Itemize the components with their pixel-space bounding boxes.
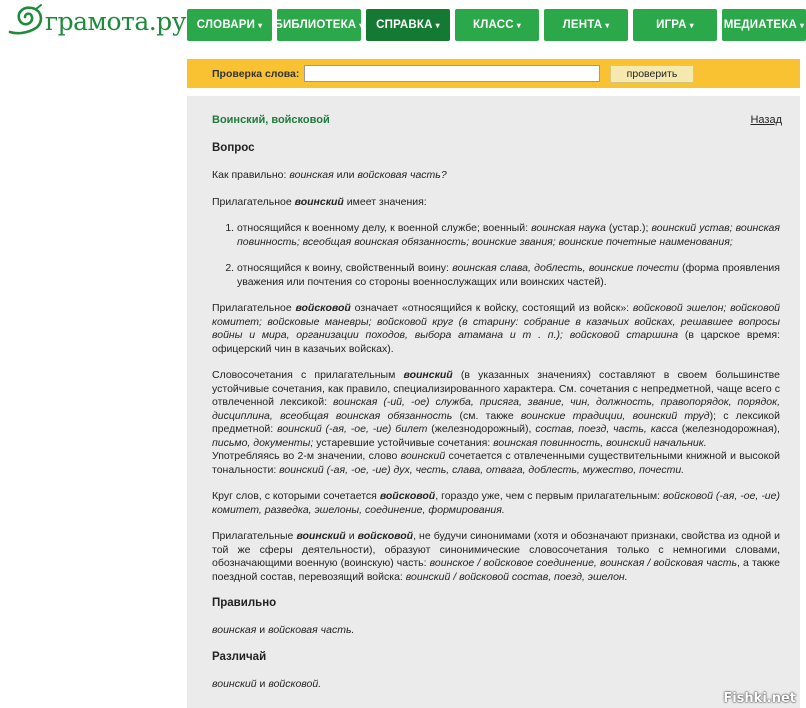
nav-item-label: МЕДИАТЕКА	[723, 19, 798, 31]
nav-item-label: ИГРА	[656, 19, 687, 31]
list-item: 2. относящийся к воину, свойственный воину: воинская слава, доблесть, воинские почести (форма проявления уважения или почтения со стороны военнослужащих или воинских частей).	[237, 262, 780, 289]
chevron-down-icon: ▾	[689, 20, 694, 30]
nav-item-label: КЛАСС	[473, 19, 514, 31]
nav-item-mediateka[interactable]	[722, 9, 806, 41]
chevron-down-icon: ▾	[516, 20, 521, 30]
watermark: Fishki.net	[723, 691, 796, 706]
nav-item-label: БИБЛИОТЕКА	[274, 19, 357, 31]
nav-item-lenta[interactable]	[544, 9, 628, 41]
nav-item-label: СПРАВКА	[376, 19, 433, 31]
check-button[interactable]: проверить	[610, 65, 694, 83]
back-link[interactable]: Назад	[750, 114, 782, 126]
answer-paragraph: Прилагательное войсковой означает «относящийся к войску, состоящий из войск»: войсковой эшелон; войсковой комитет; войсковые маневры; войсковой круг (в старину: собрание в казачьих войсках, решавшее вопросы войны и мира, организации походов, выбора атамана и т . п.); войсковой старшина (в царское время: офицерский чин в казачьих войсках).	[212, 302, 780, 355]
article-title: Воинский, войсковой	[212, 114, 330, 126]
chevron-down-icon: ▾	[605, 20, 610, 30]
word-check-bar	[187, 59, 800, 88]
chevron-down-icon: ▾	[800, 20, 805, 30]
main-nav	[187, 9, 806, 41]
nav-item-slovari[interactable]	[187, 9, 272, 41]
article-panel	[187, 96, 800, 708]
distinguish-heading: Различай	[212, 650, 267, 663]
nav-item-label: ЛЕНТА	[562, 19, 603, 31]
question-heading: Вопрос	[212, 142, 255, 154]
nav-item-label: СЛОВАРИ	[196, 19, 256, 31]
list-item: 1. относящийся к военному делу, к военной службе; военный: воинская наука (устар.); воинский устав; воинская повинность; всеобщая воинская обязанность; воинские звания; воинские почетные наименования;	[237, 222, 780, 249]
distinguish-text: воинский и войсковой.	[212, 677, 322, 690]
logo-text: грамота.ру	[45, 6, 186, 36]
answer-paragraph: Употребляясь во 2-м значении, слово воинский сочетается с отвлеченными существительными книжной и высокой тональности: воинский (-ая, -ое, -ие) дух, честь, слава, отвага, доблесть, мужество, почести.	[212, 450, 781, 476]
chevron-down-icon: ▾	[258, 20, 263, 30]
answer-paragraph: Прилагательное воинский имеет значения:	[212, 195, 427, 208]
nav-item-igra[interactable]	[633, 9, 717, 41]
question-text: Как правильно: воинская или войсковая часть?	[212, 169, 447, 181]
meanings-list	[212, 222, 780, 289]
chevron-down-icon: ▾	[359, 20, 364, 30]
site-logo[interactable]	[6, 4, 186, 38]
word-check-label: Проверка слова:	[212, 67, 300, 80]
nav-item-spravka[interactable]	[366, 9, 450, 41]
answer-paragraph: Круг слов, с которыми сочетается войсковой, гораздо уже, чем с первым прилагательным: войсковой (-ая, -ое, -ие) комитет, разведка, эшелоны, соединение, формирования.	[212, 490, 780, 516]
snail-spiral-icon	[6, 4, 46, 38]
article-content	[212, 114, 780, 704]
correct-text: воинская и войсковая часть.	[212, 624, 355, 636]
answer-paragraph: Словосочетания с прилагательным воинский (в указанных значениях) составляют в своем большинстве устойчивые сочетания, как правило, специализированного характера. См. сочетания с непредметной, чаще всего с отвлеченной лексикой: воинская (-ий, -ое) служба, присяга, звание, чин, должность, правопорядок, порядок, дисциплина, всеобщая воинская обязанность (см. также воинские традиции, воинский труд); с лексикой предметной: воинский (-ая, -ое, -ие) билет (железнодорожный), состав, поезд, часть, касса (железнодорожная), письмо, документы; устаревшие устойчивые сочетания: воинская повинность, воинский начальник.	[212, 369, 780, 449]
correct-heading: Правильно	[212, 597, 277, 609]
nav-item-klass[interactable]	[455, 9, 539, 41]
chevron-down-icon: ▾	[435, 20, 440, 30]
answer-paragraph: Прилагательные воинский и войсковой, не будучи синонимами (хотя и обозначают признаки, свойства из одной и той же сферы деятельности), образуют синонимические словосочетания только с немногими словами, обозначающими военную (воинскую) часть: воинское / войсковое соединение, воинская / войсковая часть, а также поездной состав, перевозящий войска: воинский / войсковой состав, поезд, эшелон.	[212, 530, 780, 583]
word-check-input[interactable]	[304, 65, 600, 82]
nav-item-biblioteka[interactable]	[274, 9, 364, 41]
